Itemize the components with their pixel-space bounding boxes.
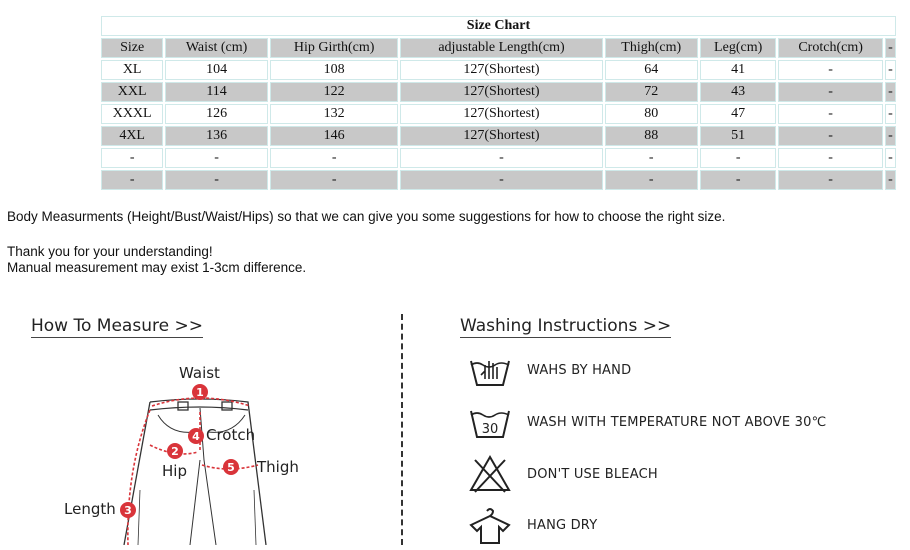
cell: - bbox=[778, 60, 883, 80]
header-crotch: Crotch(cm) bbox=[778, 38, 883, 58]
note-body-measurements: Body Measurments (Height/Bust/Waist/Hips) so that we can give you some suggestions for how to choose the right size. bbox=[7, 209, 726, 224]
table-row bbox=[101, 148, 896, 168]
label-crotch: Crotch bbox=[206, 426, 256, 444]
cell: - bbox=[778, 82, 883, 102]
cell: - bbox=[400, 170, 602, 190]
header-waist: Waist (cm) bbox=[165, 38, 268, 58]
cell: XL bbox=[101, 60, 163, 80]
header-size: Size bbox=[101, 38, 163, 58]
cell: 80 bbox=[605, 104, 698, 124]
measurement-notes bbox=[7, 209, 725, 276]
wash-label-hang-dry: HANG DRY bbox=[527, 517, 598, 533]
wash-item-hand bbox=[466, 350, 631, 390]
label-length: Length bbox=[64, 500, 116, 518]
size-chart-header-row bbox=[101, 38, 896, 58]
wash-30-icon-text: 30 bbox=[481, 422, 499, 437]
header-length: adjustable Length(cm) bbox=[400, 38, 602, 58]
cell: 126 bbox=[165, 104, 268, 124]
cell: 108 bbox=[270, 60, 399, 80]
cell: - bbox=[101, 170, 163, 190]
header-leg: Leg(cm) bbox=[700, 38, 776, 58]
wash-label-hand: WAHS BY HAND bbox=[527, 362, 632, 378]
cell: - bbox=[700, 148, 776, 168]
cell: - bbox=[885, 126, 896, 146]
table-row bbox=[101, 60, 896, 80]
header-extra: - bbox=[885, 38, 896, 58]
marker-2-text: 2 bbox=[171, 445, 179, 458]
label-thigh: Thigh bbox=[257, 458, 299, 476]
hand-wash-icon bbox=[466, 350, 514, 390]
wash-item-no-bleach bbox=[466, 454, 658, 494]
cell: - bbox=[885, 104, 896, 124]
header-hip-girth: Hip Girth(cm) bbox=[270, 38, 399, 58]
cell: - bbox=[885, 148, 896, 168]
hang-dry-icon bbox=[466, 505, 514, 545]
cell: 127(Shortest) bbox=[400, 126, 602, 146]
size-chart-title: Size Chart bbox=[101, 16, 896, 36]
section-divider bbox=[401, 314, 403, 545]
label-waist: Waist bbox=[179, 364, 220, 382]
how-to-measure-title: How To Measure >> bbox=[31, 316, 203, 336]
wash-item-hang-dry bbox=[466, 505, 597, 545]
cell: - bbox=[885, 170, 896, 190]
cell: XXL bbox=[101, 82, 163, 102]
cell: - bbox=[270, 148, 399, 168]
cell: - bbox=[101, 148, 163, 168]
cell: - bbox=[778, 148, 883, 168]
cell: 122 bbox=[270, 82, 399, 102]
cell: - bbox=[605, 148, 698, 168]
cell: 114 bbox=[165, 82, 268, 102]
cell: XXXL bbox=[101, 104, 163, 124]
cell: - bbox=[778, 170, 883, 190]
cell: 64 bbox=[605, 60, 698, 80]
marker-5-text: 5 bbox=[227, 461, 235, 474]
cell: - bbox=[778, 126, 883, 146]
cell: 43 bbox=[700, 82, 776, 102]
cell: - bbox=[165, 170, 268, 190]
cell: - bbox=[270, 170, 399, 190]
no-bleach-icon bbox=[466, 454, 514, 494]
cell: 41 bbox=[700, 60, 776, 80]
cell: 127(Shortest) bbox=[400, 104, 602, 124]
table-row bbox=[101, 126, 896, 146]
table-row bbox=[101, 104, 896, 124]
pants-measure-diagram bbox=[0, 340, 400, 545]
cell: - bbox=[700, 170, 776, 190]
cell: 146 bbox=[270, 126, 399, 146]
marker-4-text: 4 bbox=[192, 430, 200, 443]
marker-1-text: 1 bbox=[196, 386, 204, 399]
cell: 132 bbox=[270, 104, 399, 124]
cell: - bbox=[165, 148, 268, 168]
label-hip: Hip bbox=[162, 462, 187, 480]
note-difference: Manual measurement may exist 1-3cm difference. bbox=[7, 260, 307, 275]
cell: 72 bbox=[605, 82, 698, 102]
cell: - bbox=[400, 148, 602, 168]
washing-instructions-title: Washing Instructions >> bbox=[460, 316, 672, 336]
cell: - bbox=[778, 104, 883, 124]
wash-label-30: WASH WITH TEMPERATURE NOT ABOVE 30℃ bbox=[527, 414, 827, 430]
cell: - bbox=[885, 82, 896, 102]
size-chart-table bbox=[99, 14, 898, 192]
wash-30-icon bbox=[466, 402, 514, 442]
table-row bbox=[101, 82, 896, 102]
note-thank-you: Thank you for your understanding! bbox=[7, 244, 213, 259]
cell: 51 bbox=[700, 126, 776, 146]
cell: 47 bbox=[700, 104, 776, 124]
cell: 104 bbox=[165, 60, 268, 80]
wash-label-no-bleach: DON'T USE BLEACH bbox=[527, 466, 658, 482]
marker-3-text: 3 bbox=[124, 504, 132, 517]
header-thigh: Thigh(cm) bbox=[605, 38, 698, 58]
cell: 127(Shortest) bbox=[400, 60, 602, 80]
table-row bbox=[101, 170, 896, 190]
cell: 136 bbox=[165, 126, 268, 146]
cell: - bbox=[885, 60, 896, 80]
cell: 127(Shortest) bbox=[400, 82, 602, 102]
cell: 4XL bbox=[101, 126, 163, 146]
cell: - bbox=[605, 170, 698, 190]
cell: 88 bbox=[605, 126, 698, 146]
wash-item-30 bbox=[466, 402, 826, 442]
